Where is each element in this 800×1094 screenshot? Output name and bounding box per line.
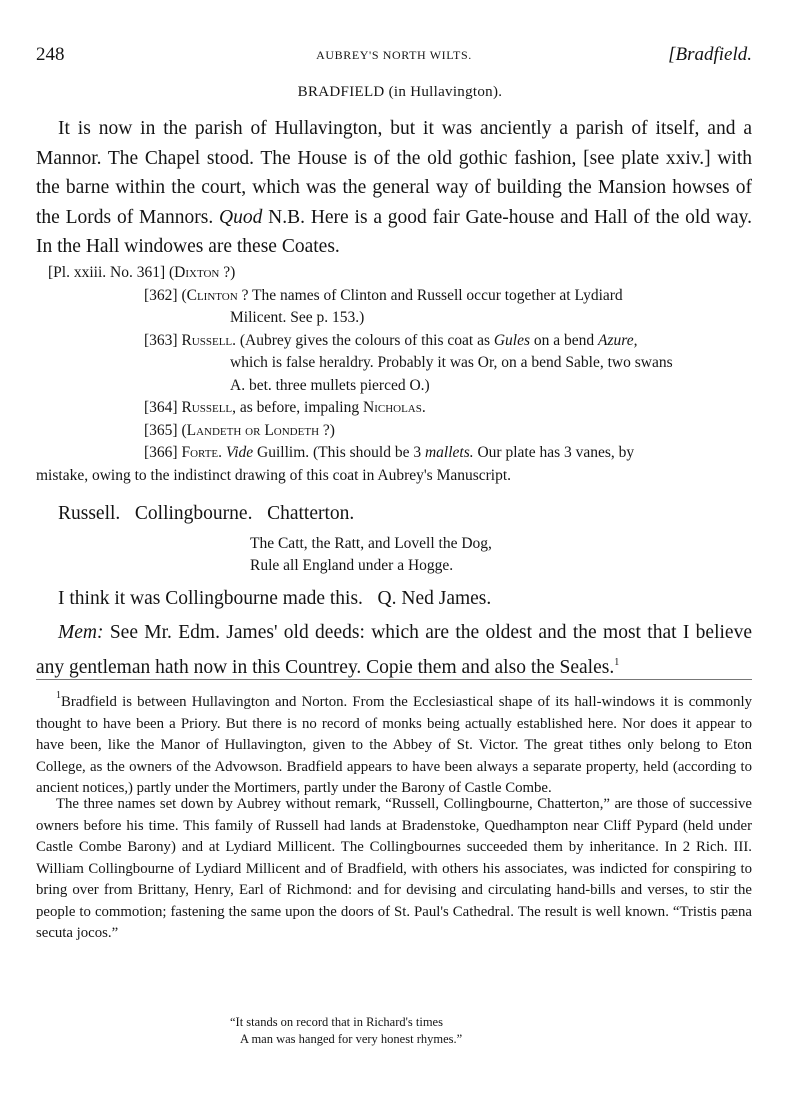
mem-paragraph <box>36 618 752 683</box>
footnote-mark: 1 <box>56 690 61 701</box>
coat-note: as before, impaling <box>236 399 363 416</box>
coat-entry-363-cont2: A. bet. three mullets pierced O.) <box>230 376 430 394</box>
coats-list <box>36 262 752 487</box>
coat-ref: [363] <box>144 331 178 349</box>
coat-entry-365 <box>36 420 752 443</box>
page-header <box>36 44 752 68</box>
running-title: AUBREY'S NORTH WILTS. <box>316 48 472 62</box>
mallets-italic: mallets. <box>424 444 474 461</box>
gules-italic: Gules <box>493 331 531 349</box>
verse-line-2: Rule all England under a Hogge. <box>250 557 454 574</box>
coat-entry-362-cont: Milicent. See p. 153.) <box>230 309 365 326</box>
page-number: 248 <box>36 44 65 65</box>
owners-names-line: Russell. Collingbourne. Chatterton. <box>58 503 355 524</box>
main-paragraph <box>36 114 752 262</box>
coat-ref: [366] <box>144 444 178 461</box>
coat-entry-363 <box>36 330 752 353</box>
footnote-verse-line-2: A man was hanged for very honest rhymes.” <box>240 1032 463 1046</box>
footnote-2-text: The three names set down by Aubrey without remark, “Russell, Collingbourne, Chatterton,” are those of successive owners before his time. This family of Russell had lands at Bradenstoke, Quedhampton near Cliff Pypard (held under Castle Combe Barony) and at Lydiard Millicent. The Collingbournes succeeded them by inheritance. In 2 Rich. III. William Collingbourne of Lydiard Millicent and of Bradfield, with others his associates, was indicted for conspiring to bring over from Brittany, Henry, Earl of Richmond: and for devising and circulating hand-bills and verses, to stir the people to commotion; fastening the same upon the doors of St. Paul's Cathedral. The result is well known. “Tristis pæna secuta jocos.” <box>36 796 752 941</box>
coat-entry-364 <box>36 397 752 420</box>
section-tag: [Bradfield. <box>668 44 752 65</box>
coat-name: (Landeth or Londeth ?) <box>181 421 335 439</box>
coat-ref: [364] <box>144 399 178 416</box>
coat-note: (Aubrey gives the colours of this coat as <box>236 331 494 349</box>
vide-italic: Vide <box>225 444 254 461</box>
main-text-2: N.B. Here is a good fair Gate-house and Hall of the old way. In the Hall windowes are these Coates. <box>36 206 752 257</box>
footnote-verse <box>230 1014 462 1048</box>
mem-text: See Mr. Edm. James' old deeds: which are the oldest and the most that I believe any gentleman hath now in this Countrey. Copie them and also the Seales. <box>36 622 752 678</box>
coat-name: Forte. <box>181 444 223 461</box>
footnote-divider <box>36 679 752 680</box>
coat-ref: [362] <box>144 286 178 304</box>
coat-note: The names of Clinton and Russell occur together at Lydiard <box>248 286 623 304</box>
coat-name: Russell. <box>181 331 237 349</box>
coat-name: Russell, <box>181 399 237 416</box>
coat-note: on a bend <box>530 331 599 349</box>
coat-name: (Clinton ? <box>181 286 249 304</box>
azure-italic: Azure, <box>598 331 638 349</box>
coat-ref: [365] <box>144 421 178 439</box>
footnote-1 <box>36 685 752 800</box>
coat-name: (Dixton ?) <box>169 264 236 281</box>
footnote-1-text: Bradfield is between Hullavington and Norton. From the Ecclesiastical shape of its hall-windows it is commonly thought to have been a Priory. But there is no record of monks being actually established here. Nor does it appear to have been, like the Manor of Hullavington, given to the Abbey of St. Victor. The great tithes only belong to Eton College, as the owners of the Advowson. Bradfield appears to have been always a separate property, held (according to ancient notices,) partly under the Mortimers, partly under the Barony of Castle Combe. <box>36 694 752 796</box>
coat-name-2: Nicholas. <box>363 399 426 416</box>
footnote-2 <box>36 794 752 945</box>
footnote-ref[interactable]: 1 <box>614 657 620 668</box>
coat-note: Our plate has 3 vanes, by <box>473 444 635 461</box>
main-text-1: It is now in the parish of Hullavington, but it was anciently a parish of itself, and a Mannor. The Chapel stood. The House is of the old gothic fashion, [see plate xxiv.] with the barne within the court, which was the general way of building the Mansion howses of the Lords of Mannors. <box>36 118 752 228</box>
think-line: I think it was Collingbourne made this. Q. Ned James. <box>58 588 492 609</box>
coat-ref: [Pl. xxiii. No. 361] <box>48 264 166 281</box>
coat-note: Guillim. (This should be 3 <box>253 444 425 461</box>
quod-italic: Quod <box>219 206 263 228</box>
section-title: BRADFIELD (in Hullavington). <box>297 84 503 100</box>
coat-entry-362 <box>36 285 752 308</box>
coat-entry-363-cont1: which is false heraldry. Probably it was Or, on a bend Sable, two swans <box>230 354 673 371</box>
mem-label: Mem: <box>58 622 104 643</box>
verse-line-1: The Catt, the Ratt, and Lovell the Dog, <box>250 535 492 552</box>
coat-entry-366 <box>36 442 752 465</box>
rhyme-verse <box>250 533 492 577</box>
coat-entry-361 <box>36 262 752 285</box>
footnote-verse-line-1: “It stands on record that in Richard's times <box>230 1015 443 1029</box>
coat-entry-366-cont: mistake, owing to the indistinct drawing of this coat in Aubrey's Manuscript. <box>36 466 512 484</box>
